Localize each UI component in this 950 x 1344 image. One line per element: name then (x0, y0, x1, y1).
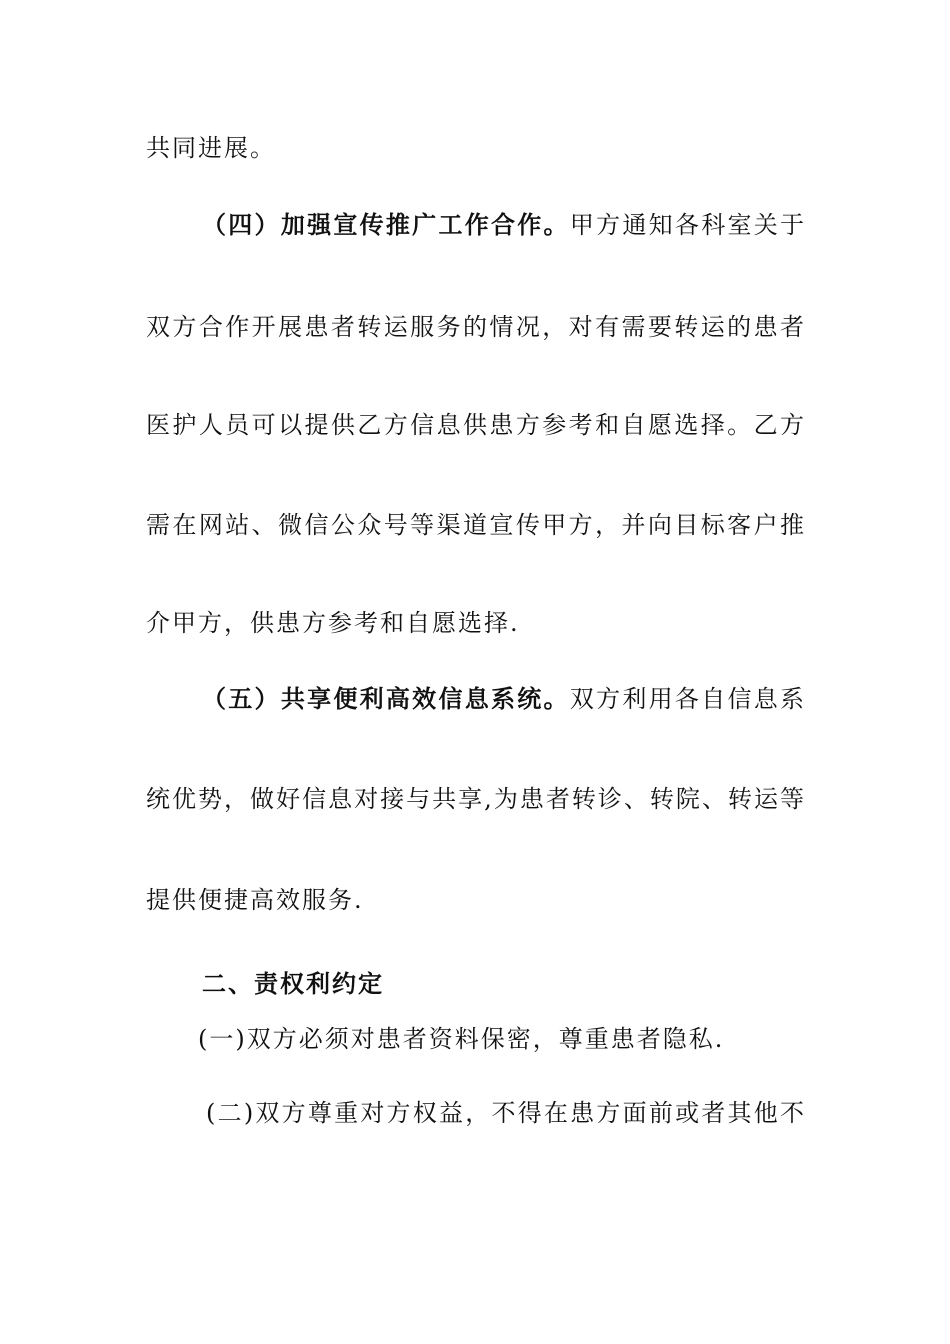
paragraph-line: 双方合作开展患者转运服务的情况，对有需要转运的患者 (146, 313, 806, 341)
clause-one-line: (一)双方必须对患者资料保密，尊重患者隐私. (198, 1025, 725, 1053)
chapter-two-heading: 二、责权利约定 (202, 969, 384, 998)
paragraph-line: 需在网站、微信公众号等渠道宣传甲方，并向目标客户推 (146, 511, 806, 539)
paragraph-line: 统优势，做好信息对接与共享,为患者转诊、转院、转运等 (146, 785, 806, 813)
paragraph-line: 介甲方，供患方参考和自愿选择. (146, 609, 520, 637)
paragraph-line: 医护人员可以提供乙方信息供患方参考和自愿选择。乙方 (146, 411, 806, 439)
section-four-text: 甲方通知各科室关于 (569, 211, 807, 239)
paragraph-line: 提供便捷高效服务. (146, 886, 364, 914)
section-four-heading-line (202, 210, 806, 240)
paragraph-line: 共同进展。 (146, 134, 276, 162)
section-four-title: （四）加强宣传推广工作合作。 (202, 210, 570, 239)
section-five-heading-line (202, 684, 806, 714)
section-five-title: （五）共享便利高效信息系统。 (202, 684, 570, 713)
section-five-text: 双方利用各自信息系 (569, 685, 807, 713)
clause-two-line: (二)双方尊重对方权益，不得在患方面前或者其他不 (206, 1099, 806, 1127)
